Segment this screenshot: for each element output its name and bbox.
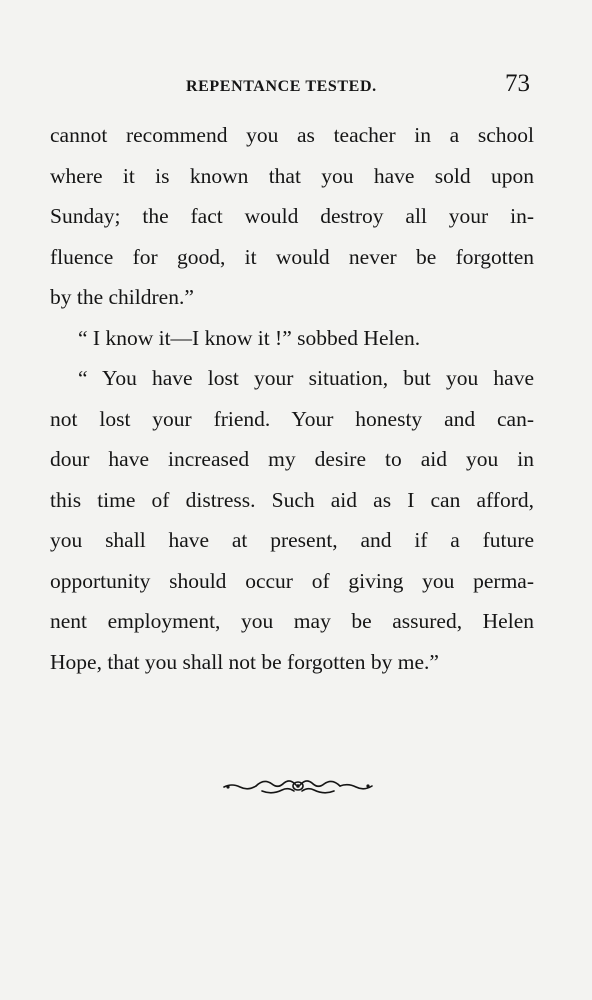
running-head [0, 70, 592, 100]
text-line: nent employment, you may be assured, Helen [50, 609, 534, 633]
text-line: cannot recommend you as teacher in a school [50, 123, 534, 147]
text-line: fluence for good, it would never be forgotten [50, 244, 534, 269]
text-line: not lost your friend. Your honesty and can- [50, 406, 534, 431]
page-number: 73 [505, 70, 530, 97]
text-line: opportunity should occur of giving you perma- [50, 568, 534, 593]
scroll-ornament-icon [222, 774, 374, 798]
text-line: this time of distress. Such aid as I can afford, [50, 487, 534, 512]
text-line: Sunday; the fact would destroy all your in- [50, 204, 534, 228]
text-line: “ You have lost your situation, but you have [78, 366, 534, 390]
text-line: you shall have at present, and if a future [50, 528, 534, 552]
text-line: “ I know it—I know it !” sobbed Helen. [78, 325, 421, 350]
running-title: REPENTANCE TESTED. [186, 78, 377, 95]
text-line: Hope, that you shall not be forgotten by me.” [50, 649, 439, 674]
body-text [50, 117, 534, 684]
text-line: dour have increased my desire to aid you in [50, 447, 534, 471]
text-line: where it is known that you have sold upon [50, 163, 534, 188]
text-line: by the children.” [50, 285, 194, 309]
